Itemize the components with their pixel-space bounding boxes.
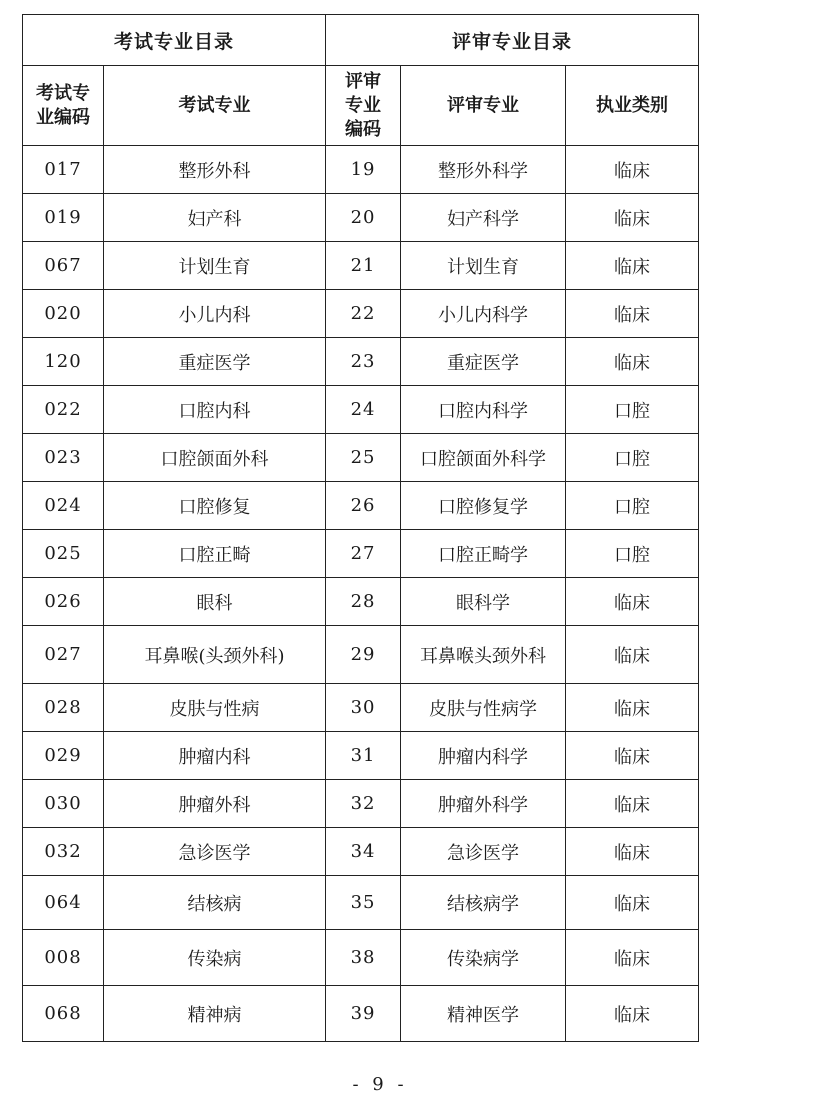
table-body <box>23 146 699 1042</box>
review-code-cell: 22 <box>326 290 401 338</box>
table-row <box>23 876 699 930</box>
practice-category-cell: 临床 <box>566 684 699 732</box>
practice-category-cell: 临床 <box>566 194 699 242</box>
practice-category-cell: 临床 <box>566 290 699 338</box>
exam-code-cell: 067 <box>23 242 104 290</box>
practice-category-cell: 口腔 <box>566 482 699 530</box>
exam-code-cell: 028 <box>23 684 104 732</box>
review-code-cell: 25 <box>326 434 401 482</box>
exam-catalog-header: 考试专业目录 <box>23 15 326 66</box>
review-code-cell: 23 <box>326 338 401 386</box>
review-code-cell: 34 <box>326 828 401 876</box>
review-major-cell: 耳鼻喉头颈外科 <box>401 626 566 684</box>
practice-category-cell: 临床 <box>566 930 699 986</box>
practice-category-cell: 临床 <box>566 876 699 930</box>
column-header-row <box>23 66 699 146</box>
table-row <box>23 732 699 780</box>
exam-major-cell: 妇产科 <box>104 194 326 242</box>
review-major-cell: 急诊医学 <box>401 828 566 876</box>
table-row <box>23 626 699 684</box>
practice-category-cell: 临床 <box>566 732 699 780</box>
table-row <box>23 930 699 986</box>
practice-category-header: 执业类别 <box>566 66 699 146</box>
review-code-cell: 30 <box>326 684 401 732</box>
review-code-cell: 29 <box>326 626 401 684</box>
exam-code-cell: 068 <box>23 986 104 1042</box>
review-code-cell: 20 <box>326 194 401 242</box>
review-major-cell: 精神医学 <box>401 986 566 1042</box>
major-catalog-table <box>22 14 699 1042</box>
exam-major-cell: 眼科 <box>104 578 326 626</box>
review-major-cell: 传染病学 <box>401 930 566 986</box>
exam-major-cell: 口腔内科 <box>104 386 326 434</box>
table-row <box>23 828 699 876</box>
review-major-cell: 重症医学 <box>401 338 566 386</box>
practice-category-cell: 临床 <box>566 828 699 876</box>
review-catalog-header: 评审专业目录 <box>326 15 699 66</box>
exam-code-cell: 026 <box>23 578 104 626</box>
practice-category-cell: 临床 <box>566 986 699 1042</box>
review-major-cell: 妇产科学 <box>401 194 566 242</box>
page-number: - 9 - <box>352 1074 408 1095</box>
review-code-header: 评审专业编码 <box>326 66 401 146</box>
review-code-cell: 32 <box>326 780 401 828</box>
review-major-header: 评审专业 <box>401 66 566 146</box>
exam-major-cell: 结核病 <box>104 876 326 930</box>
exam-code-cell: 025 <box>23 530 104 578</box>
review-code-cell: 31 <box>326 732 401 780</box>
table-row <box>23 146 699 194</box>
exam-major-cell: 肿瘤外科 <box>104 780 326 828</box>
table-row <box>23 242 699 290</box>
practice-category-cell: 临床 <box>566 146 699 194</box>
practice-category-cell: 口腔 <box>566 530 699 578</box>
practice-category-cell: 口腔 <box>566 386 699 434</box>
exam-major-cell: 肿瘤内科 <box>104 732 326 780</box>
review-code-cell: 26 <box>326 482 401 530</box>
exam-code-cell: 120 <box>23 338 104 386</box>
review-major-cell: 肿瘤外科学 <box>401 780 566 828</box>
exam-major-cell: 精神病 <box>104 986 326 1042</box>
exam-code-cell: 027 <box>23 626 104 684</box>
review-major-cell: 整形外科学 <box>401 146 566 194</box>
review-major-cell: 口腔修复学 <box>401 482 566 530</box>
practice-category-cell: 临床 <box>566 578 699 626</box>
exam-code-cell: 029 <box>23 732 104 780</box>
practice-category-cell: 临床 <box>566 780 699 828</box>
exam-code-cell: 019 <box>23 194 104 242</box>
review-code-cell: 27 <box>326 530 401 578</box>
review-code-cell: 38 <box>326 930 401 986</box>
exam-code-header: 考试专业编码 <box>23 66 104 146</box>
table-row <box>23 194 699 242</box>
table-row <box>23 434 699 482</box>
exam-major-cell: 皮肤与性病 <box>104 684 326 732</box>
table-row <box>23 986 699 1042</box>
exam-major-cell: 口腔颌面外科 <box>104 434 326 482</box>
review-major-cell: 肿瘤内科学 <box>401 732 566 780</box>
review-major-cell: 口腔内科学 <box>401 386 566 434</box>
exam-major-cell: 计划生育 <box>104 242 326 290</box>
review-major-cell: 口腔正畸学 <box>401 530 566 578</box>
review-major-cell: 结核病学 <box>401 876 566 930</box>
exam-major-cell: 急诊医学 <box>104 828 326 876</box>
exam-code-cell: 023 <box>23 434 104 482</box>
exam-major-cell: 小儿内科 <box>104 290 326 338</box>
practice-category-cell: 临床 <box>566 242 699 290</box>
table-row <box>23 482 699 530</box>
exam-major-cell: 口腔正畸 <box>104 530 326 578</box>
exam-code-cell: 030 <box>23 780 104 828</box>
exam-code-cell: 022 <box>23 386 104 434</box>
review-code-cell: 28 <box>326 578 401 626</box>
group-header-row <box>23 15 699 66</box>
review-code-cell: 35 <box>326 876 401 930</box>
exam-code-cell: 017 <box>23 146 104 194</box>
exam-major-cell: 重症医学 <box>104 338 326 386</box>
exam-code-cell: 008 <box>23 930 104 986</box>
review-major-cell: 皮肤与性病学 <box>401 684 566 732</box>
exam-major-cell: 耳鼻喉(头颈外科) <box>104 626 326 684</box>
table-row <box>23 684 699 732</box>
review-major-cell: 口腔颌面外科学 <box>401 434 566 482</box>
exam-code-cell: 032 <box>23 828 104 876</box>
table-row <box>23 578 699 626</box>
table-row <box>23 530 699 578</box>
practice-category-cell: 临床 <box>566 626 699 684</box>
review-code-cell: 39 <box>326 986 401 1042</box>
table-row <box>23 780 699 828</box>
review-code-cell: 24 <box>326 386 401 434</box>
exam-code-cell: 064 <box>23 876 104 930</box>
practice-category-cell: 口腔 <box>566 434 699 482</box>
exam-major-header: 考试专业 <box>104 66 326 146</box>
review-code-cell: 21 <box>326 242 401 290</box>
table-row <box>23 386 699 434</box>
review-major-cell: 眼科学 <box>401 578 566 626</box>
exam-code-cell: 020 <box>23 290 104 338</box>
table-row <box>23 290 699 338</box>
exam-major-cell: 整形外科 <box>104 146 326 194</box>
practice-category-cell: 临床 <box>566 338 699 386</box>
exam-major-cell: 口腔修复 <box>104 482 326 530</box>
exam-code-cell: 024 <box>23 482 104 530</box>
review-code-cell: 19 <box>326 146 401 194</box>
review-major-cell: 小儿内科学 <box>401 290 566 338</box>
table-row <box>23 338 699 386</box>
review-major-cell: 计划生育 <box>401 242 566 290</box>
exam-major-cell: 传染病 <box>104 930 326 986</box>
